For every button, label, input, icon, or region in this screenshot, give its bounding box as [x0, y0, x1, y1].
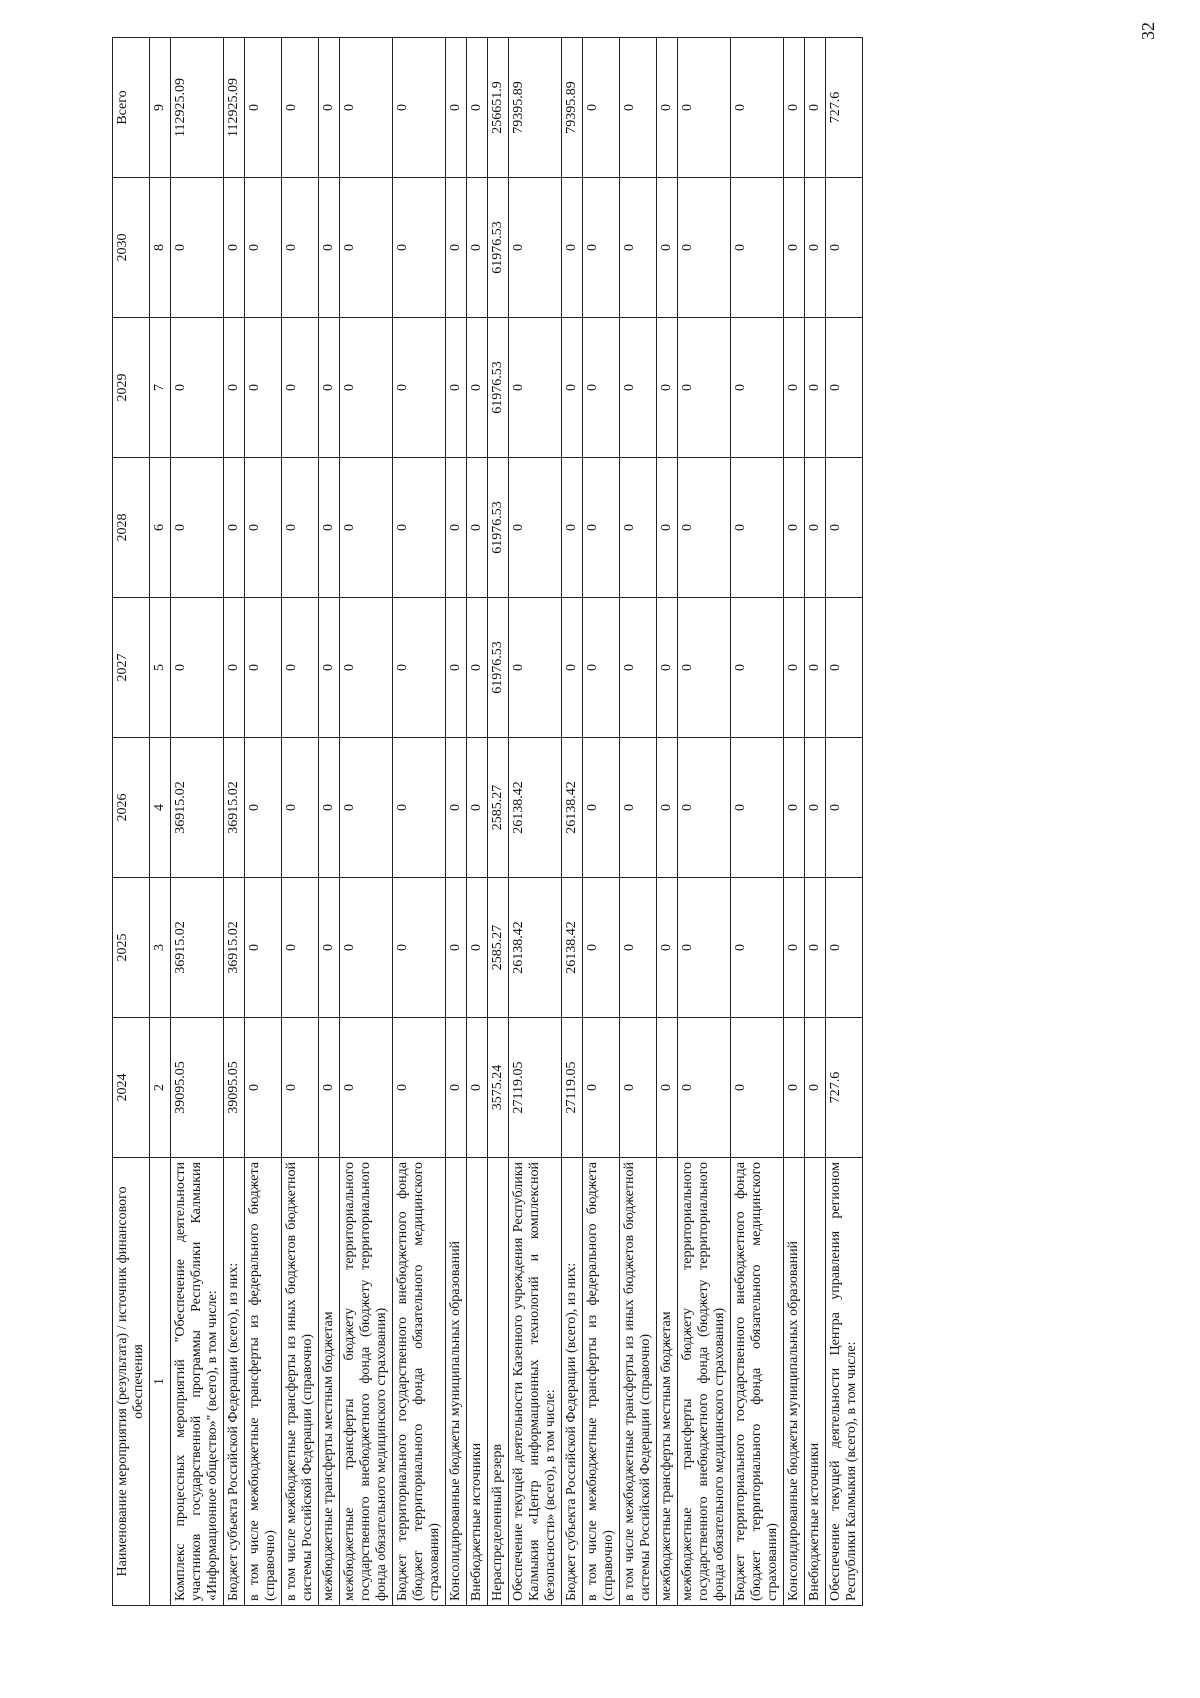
row-label: Бюджет субъекта Российской Федерации (всего), из них:: [562, 1158, 583, 1606]
table-row: [562, 38, 583, 1606]
column-number: 5: [150, 598, 171, 738]
table-row: [340, 38, 393, 1606]
value-cell: 0: [393, 178, 446, 318]
value-cell: 26138.42: [562, 738, 583, 878]
table-body: [171, 38, 863, 1606]
value-cell: 0: [245, 178, 282, 318]
value-cell: 0: [446, 738, 467, 878]
value-cell: 26138.42: [562, 878, 583, 1018]
value-cell: 0: [509, 178, 562, 318]
value-cell: 0: [784, 598, 805, 738]
value-cell: 0: [562, 318, 583, 458]
value-cell: 0: [282, 38, 319, 178]
value-cell: 0: [224, 458, 245, 598]
column-header-year: 2025: [113, 878, 150, 1018]
value-cell: 0: [620, 1018, 657, 1158]
value-cell: 0: [245, 318, 282, 458]
value-cell: 0: [784, 318, 805, 458]
value-cell: 0: [171, 458, 224, 598]
value-cell: 0: [583, 598, 620, 738]
value-cell: 0: [784, 38, 805, 178]
value-cell: 79395.89: [509, 38, 562, 178]
value-cell: 61976.53: [488, 598, 509, 738]
value-cell: 0: [620, 318, 657, 458]
table-row: [620, 38, 657, 1606]
column-number: 4: [150, 738, 171, 878]
value-cell: 0: [620, 178, 657, 318]
column-header-year: 2028: [113, 458, 150, 598]
value-cell: 36915.02: [171, 878, 224, 1018]
value-cell: 0: [678, 738, 731, 878]
value-cell: 0: [467, 1018, 488, 1158]
table-row: [805, 38, 826, 1606]
row-label: межбюджетные трансферты местным бюджетам: [319, 1158, 340, 1606]
value-cell: 36915.02: [224, 878, 245, 1018]
value-cell: 0: [731, 738, 784, 878]
row-label: межбюджетные трансферты местным бюджетам: [657, 1158, 678, 1606]
value-cell: 0: [340, 178, 393, 318]
value-cell: 0: [467, 458, 488, 598]
row-label: Обеспечение текущей деятельности Казенного учреждения Республики Калмыкия «Центр информационных технологий и комплексной безопасности» (всего), в том числе:: [509, 1158, 562, 1606]
row-label: в том числе межбюджетные трансферты из федерального бюджета (справочно): [245, 1158, 282, 1606]
value-cell: 0: [467, 598, 488, 738]
value-cell: 0: [224, 598, 245, 738]
row-label: в том числе межбюджетные трансферты из федерального бюджета (справочно): [583, 1158, 620, 1606]
value-cell: 0: [340, 38, 393, 178]
value-cell: 0: [678, 318, 731, 458]
value-cell: 0: [731, 38, 784, 178]
value-cell: 0: [562, 178, 583, 318]
value-cell: 3575.24: [488, 1018, 509, 1158]
value-cell: 0: [620, 738, 657, 878]
value-cell: 0: [245, 878, 282, 1018]
column-header-year: Всего: [113, 38, 150, 178]
value-cell: 0: [245, 38, 282, 178]
table-row: [678, 38, 731, 1606]
value-cell: 0: [583, 178, 620, 318]
table-row: [826, 38, 863, 1606]
value-cell: 0: [805, 598, 826, 738]
value-cell: 0: [583, 878, 620, 1018]
value-cell: 39095.05: [171, 1018, 224, 1158]
value-cell: 0: [678, 178, 731, 318]
row-label: Бюджет территориального государственного внебюджетного фонда (бюджет территориального фонда обязательного медицинского страхования): [731, 1158, 784, 1606]
value-cell: 0: [340, 598, 393, 738]
value-cell: 0: [224, 178, 245, 318]
value-cell: 0: [245, 458, 282, 598]
table-row: [171, 38, 224, 1606]
row-label: межбюджетные трансферты бюджету территориального государственного внебюджетного фонда (бюджету территориального фонда обязательного медицинского страхования): [340, 1158, 393, 1606]
table-row: [731, 38, 784, 1606]
column-header-year: 2024: [113, 1018, 150, 1158]
rotated-table-wrapper: [112, 38, 1062, 1606]
table-row: [467, 38, 488, 1606]
table-row: [319, 38, 340, 1606]
value-cell: 0: [657, 458, 678, 598]
value-cell: 0: [319, 1018, 340, 1158]
value-cell: 0: [826, 318, 863, 458]
value-cell: 0: [467, 878, 488, 1018]
value-cell: 0: [731, 598, 784, 738]
value-cell: 0: [446, 38, 467, 178]
value-cell: 0: [620, 38, 657, 178]
value-cell: 0: [446, 178, 467, 318]
value-cell: 727.6: [826, 1018, 863, 1158]
value-cell: 0: [805, 878, 826, 1018]
value-cell: 112925.09: [224, 38, 245, 178]
value-cell: 61976.53: [488, 178, 509, 318]
value-cell: 112925.09: [171, 38, 224, 178]
value-cell: 0: [282, 738, 319, 878]
value-cell: 27119.05: [562, 1018, 583, 1158]
table-row: [245, 38, 282, 1606]
value-cell: 0: [446, 318, 467, 458]
value-cell: 0: [446, 598, 467, 738]
column-number: 7: [150, 318, 171, 458]
value-cell: 0: [282, 1018, 319, 1158]
value-cell: 0: [446, 1018, 467, 1158]
page-number: 32: [1138, 22, 1158, 40]
value-cell: 26138.42: [509, 878, 562, 1018]
value-cell: 0: [224, 318, 245, 458]
value-cell: 0: [583, 38, 620, 178]
value-cell: 0: [657, 598, 678, 738]
column-number: 3: [150, 878, 171, 1018]
row-label: Бюджет территориального государственного внебюджетного фонда (бюджет территориального фонда обязательного медицинского страхования): [393, 1158, 446, 1606]
table-row: [583, 38, 620, 1606]
value-cell: 0: [282, 878, 319, 1018]
value-cell: 2585.27: [488, 878, 509, 1018]
value-cell: 0: [282, 178, 319, 318]
row-label: Комплекс процессных мероприятий "Обеспечение деятельности участников государственной программы Республики Калмыкия «Информационное общество»" (всего), в том числе:: [171, 1158, 224, 1606]
value-cell: 61976.53: [488, 318, 509, 458]
value-cell: 0: [620, 878, 657, 1018]
value-cell: 0: [393, 38, 446, 178]
table-row: [393, 38, 446, 1606]
value-cell: 0: [393, 878, 446, 1018]
value-cell: 79395.89: [562, 38, 583, 178]
table-row: [509, 38, 562, 1606]
table-row: [657, 38, 678, 1606]
column-number: 8: [150, 178, 171, 318]
column-header-year: 2029: [113, 318, 150, 458]
value-cell: 0: [657, 178, 678, 318]
value-cell: 0: [826, 178, 863, 318]
value-cell: 0: [340, 1018, 393, 1158]
value-cell: 0: [393, 1018, 446, 1158]
value-cell: 0: [805, 318, 826, 458]
value-cell: 0: [784, 178, 805, 318]
financing-table: [112, 37, 863, 1606]
value-cell: 0: [731, 178, 784, 318]
value-cell: 39095.05: [224, 1018, 245, 1158]
value-cell: 0: [319, 38, 340, 178]
value-cell: 0: [467, 178, 488, 318]
value-cell: 0: [340, 738, 393, 878]
row-label: Консолидированные бюджеты муниципальных образований: [446, 1158, 467, 1606]
value-cell: 0: [509, 598, 562, 738]
value-cell: 0: [393, 738, 446, 878]
row-label: Консолидированные бюджеты муниципальных образований: [784, 1158, 805, 1606]
table-row: [282, 38, 319, 1606]
value-cell: 0: [805, 1018, 826, 1158]
table-row: [488, 38, 509, 1606]
value-cell: 0: [731, 1018, 784, 1158]
value-cell: 0: [583, 1018, 620, 1158]
column-number: 9: [150, 38, 171, 178]
value-cell: 0: [583, 738, 620, 878]
value-cell: 0: [282, 458, 319, 598]
column-header-year: 2026: [113, 738, 150, 878]
value-cell: 0: [340, 318, 393, 458]
value-cell: 256651.9: [488, 38, 509, 178]
value-cell: 0: [393, 458, 446, 598]
value-cell: 0: [319, 318, 340, 458]
value-cell: 0: [245, 1018, 282, 1158]
row-label: межбюджетные трансферты бюджету территориального государственного внебюджетного фонда (бюджету территориального фонда обязательного медицинского страхования): [678, 1158, 731, 1606]
row-label: Внебюджетные источники: [805, 1158, 826, 1606]
column-number-row: [150, 38, 171, 1606]
value-cell: 0: [245, 738, 282, 878]
value-cell: 0: [340, 458, 393, 598]
value-cell: 0: [446, 878, 467, 1018]
value-cell: 0: [826, 738, 863, 878]
value-cell: 61976.53: [488, 458, 509, 598]
value-cell: 0: [657, 878, 678, 1018]
value-cell: 26138.42: [509, 738, 562, 878]
value-cell: 0: [583, 458, 620, 598]
value-cell: 0: [731, 878, 784, 1018]
value-cell: 0: [731, 458, 784, 598]
value-cell: 0: [805, 178, 826, 318]
table-row: [224, 38, 245, 1606]
column-header-name: Наименование мероприятия (результата) / источник финансового обеспечения: [113, 1158, 150, 1606]
value-cell: 0: [657, 318, 678, 458]
value-cell: 0: [282, 598, 319, 738]
column-header-year: 2027: [113, 598, 150, 738]
value-cell: 0: [784, 878, 805, 1018]
value-cell: 0: [393, 598, 446, 738]
value-cell: 0: [657, 38, 678, 178]
value-cell: 0: [826, 458, 863, 598]
value-cell: 27119.05: [509, 1018, 562, 1158]
value-cell: 36915.02: [224, 738, 245, 878]
value-cell: 0: [784, 738, 805, 878]
value-cell: 0: [620, 598, 657, 738]
value-cell: 0: [784, 458, 805, 598]
value-cell: 0: [657, 1018, 678, 1158]
value-cell: 0: [562, 458, 583, 598]
table-row: [446, 38, 467, 1606]
value-cell: 0: [319, 458, 340, 598]
value-cell: 0: [340, 878, 393, 1018]
value-cell: 0: [678, 38, 731, 178]
value-cell: 0: [509, 318, 562, 458]
row-label: Бюджет субъекта Российской Федерации (всего), из них:: [224, 1158, 245, 1606]
column-number: 2: [150, 1018, 171, 1158]
value-cell: 0: [467, 318, 488, 458]
value-cell: 0: [805, 38, 826, 178]
column-number: 1: [150, 1158, 171, 1606]
value-cell: 0: [583, 318, 620, 458]
table-row: [784, 38, 805, 1606]
value-cell: 36915.02: [171, 738, 224, 878]
column-header-year: 2030: [113, 178, 150, 318]
value-cell: 0: [467, 38, 488, 178]
value-cell: 0: [245, 598, 282, 738]
value-cell: 0: [393, 318, 446, 458]
value-cell: 0: [171, 318, 224, 458]
value-cell: 0: [678, 1018, 731, 1158]
row-label: в том числе межбюджетные трансферты из иных бюджетов бюджетной системы Российской Федерации (справочно): [282, 1158, 319, 1606]
value-cell: 727.6: [826, 38, 863, 178]
value-cell: 0: [509, 458, 562, 598]
row-label: Нераспределенный резерв: [488, 1158, 509, 1606]
value-cell: 0: [171, 178, 224, 318]
value-cell: 0: [784, 1018, 805, 1158]
value-cell: 0: [805, 458, 826, 598]
value-cell: 0: [620, 458, 657, 598]
value-cell: 0: [319, 738, 340, 878]
value-cell: 0: [678, 598, 731, 738]
value-cell: 0: [678, 878, 731, 1018]
value-cell: 0: [282, 318, 319, 458]
value-cell: 0: [805, 738, 826, 878]
value-cell: 0: [319, 178, 340, 318]
value-cell: 0: [171, 598, 224, 738]
row-label: в том числе межбюджетные трансферты из иных бюджетов бюджетной системы Российской Федерации (справочно): [620, 1158, 657, 1606]
value-cell: 0: [826, 878, 863, 1018]
value-cell: 0: [826, 598, 863, 738]
table-header: [113, 38, 171, 1606]
column-number: 6: [150, 458, 171, 598]
value-cell: 0: [657, 738, 678, 878]
value-cell: 0: [446, 458, 467, 598]
value-cell: 0: [319, 878, 340, 1018]
header-row: [113, 38, 150, 1606]
value-cell: 0: [319, 598, 340, 738]
value-cell: 0: [731, 318, 784, 458]
value-cell: 0: [678, 458, 731, 598]
value-cell: 0: [467, 738, 488, 878]
row-label: Внебюджетные источники: [467, 1158, 488, 1606]
value-cell: 0: [562, 598, 583, 738]
value-cell: 2585.27: [488, 738, 509, 878]
row-label: Обеспечение текущей деятельности Центра управления регионом Республики Калмыкия (всего), в том числе:: [826, 1158, 863, 1606]
